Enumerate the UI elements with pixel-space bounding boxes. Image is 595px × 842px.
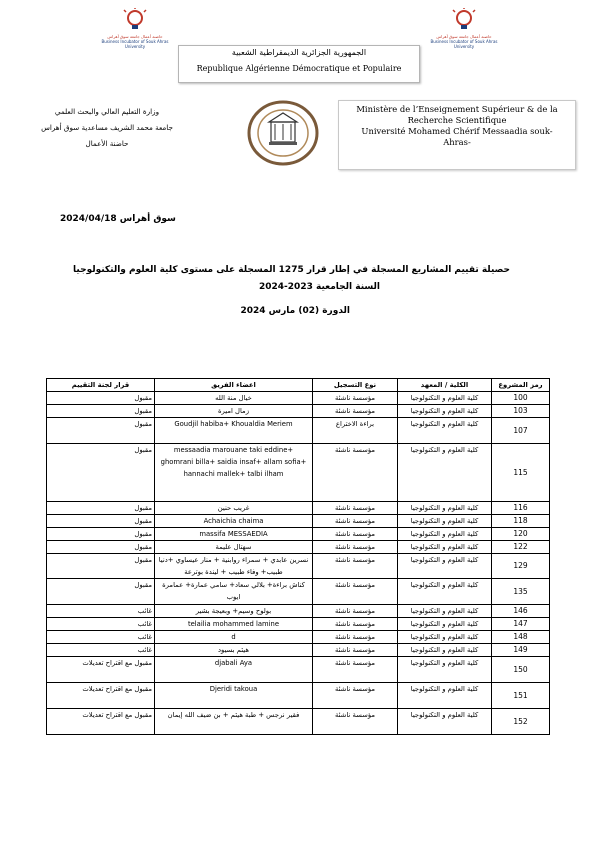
table-row [47,709,550,735]
faculty-cell: كلية العلوم و التكنولوجيا [398,683,492,709]
registration-type-cell: مؤسسة ناشئة [313,605,398,618]
evaluation-table [46,378,550,735]
table-row [47,683,550,709]
table-row [47,554,550,579]
table-row [47,579,550,605]
university-line-fr: Université Mohamed Chérif Messaadia souk- [361,126,553,136]
faculty-cell: كلية العلوم و التكنولوجيا [398,709,492,735]
project-code-cell: 148 [492,631,550,644]
registration-type-cell: مؤسسة ناشئة [313,683,398,709]
decision-cell: مقبول [47,554,155,579]
table-row [47,392,550,405]
faculty-cell: كلية العلوم و التكنولوجيا [398,405,492,418]
registration-type-cell: مؤسسة ناشئة [313,515,398,528]
team-members-cell: غريب حنين [155,502,313,515]
project-code-cell: 115 [492,444,550,502]
project-code-cell: 147 [492,618,550,631]
faculty-cell: كلية العلوم و التكنولوجيا [398,528,492,541]
team-members-cell: هيثم بسيود [155,644,313,657]
team-members-cell: telailia mohammed lamine [155,618,313,631]
team-members-cell: سهتال عليمة [155,541,313,554]
decision-cell: مقبول [47,444,155,502]
republic-title-ar: الجمهورية الجزائرية الديمقراطية الشعبية [231,48,367,57]
document-title [30,262,510,320]
faculty-cell: كلية العلوم و التكنولوجيا [398,631,492,644]
city-line-fr: Ahras- [443,137,471,147]
project-code-cell: 149 [492,644,550,657]
incubator-line-ar: حاضنة الأعمال [85,139,129,148]
republic-header [178,45,420,83]
decision-cell: مقبول [47,515,155,528]
logo-text-en: Business Incubator of Souk Ahras University [430,39,498,49]
column-header-faculty: الكلية / المعهد [398,379,492,392]
faculty-cell: كلية العلوم و التكنولوجيا [398,418,492,444]
university-seal-icon [243,98,323,168]
decision-cell: مقبول مع اقتراح تعديلات [47,709,155,735]
title-line: حصيلة تقييم المشاريع المسجلة في إطار قرار 1275 المسجلة على مستوى كلية العلوم والتكنولوجيا [73,265,510,275]
team-members-cell: نسرين عابدي + سمراء روابنية + منار عيساوي +دنيا طبيب+ وفاء طبيب + ليندة بوترعة [155,554,313,579]
project-code-cell: 116 [492,502,550,515]
registration-type-cell: مؤسسة ناشئة [313,657,398,683]
column-header-code: رمز المشروع [492,379,550,392]
faculty-cell: كلية العلوم و التكنولوجيا [398,392,492,405]
project-code-cell: 122 [492,541,550,554]
table-row [47,541,550,554]
project-code-cell: 100 [492,392,550,405]
faculty-cell: كلية العلوم و التكنولوجيا [398,579,492,605]
lightbulb-icon [123,8,147,34]
table-row [47,502,550,515]
decision-cell: غائب [47,644,155,657]
table-row [47,644,550,657]
registration-type-cell: مؤسسة ناشئة [313,502,398,515]
ministry-block-fr [338,100,576,170]
logo-text-en: Business Incubator of Souk Ahras University [101,39,169,49]
team-members-cell: massifa MESSAEDIA [155,528,313,541]
team-members-cell: Achaichia chaima [155,515,313,528]
column-header-team: اعضاء الفريق [155,379,313,392]
team-members-cell: زمال اميرة [155,405,313,418]
faculty-cell: كلية العلوم و التكنولوجيا [398,657,492,683]
project-code-cell: 135 [492,579,550,605]
team-members-cell: d [155,631,313,644]
registration-type-cell: مؤسسة ناشئة [313,541,398,554]
project-code-cell: 151 [492,683,550,709]
academic-year: السنة الجامعية 2023-2024 [258,282,380,292]
lightbulb-icon [452,8,476,34]
research-line-fr: Recherche Scientifique [407,115,507,125]
document-date: سوق أهراس 2024/04/18 [60,214,176,224]
team-members-cell: djabali Aya [155,657,313,683]
project-code-cell: 103 [492,405,550,418]
registration-type-cell: مؤسسة ناشئة [313,392,398,405]
faculty-cell: كلية العلوم و التكنولوجيا [398,644,492,657]
registration-type-cell: براءة الاختراع [313,418,398,444]
table-row [47,528,550,541]
decision-cell: مقبول [47,502,155,515]
table-row [47,515,550,528]
decision-cell: مقبول [47,418,155,444]
project-code-cell: 150 [492,657,550,683]
table-header-row [47,379,550,392]
registration-type-cell: مؤسسة ناشئة [313,644,398,657]
faculty-cell: كلية العلوم و التكنولوجيا [398,554,492,579]
faculty-cell: كلية العلوم و التكنولوجيا [398,618,492,631]
university-seal [243,98,323,168]
decision-cell: غائب [47,631,155,644]
incubator-logo-right [425,8,503,50]
decision-cell: مقبول مع اقتراح تعديلات [47,683,155,709]
ministry-line-ar: وزارة التعليم العالي والبحث العلمي [54,107,160,116]
faculty-cell: كلية العلوم و التكنولوجيا [398,515,492,528]
team-members-cell: Goudjil habiba+ Khoualdia Meriem [155,418,313,444]
session-line: الدورة (02) مارس 2024 [240,306,350,316]
faculty-cell: كلية العلوم و التكنولوجيا [398,444,492,502]
registration-type-cell: مؤسسة ناشئة [313,528,398,541]
table-row [47,631,550,644]
university-line-ar: جامعة محمد الشريف مساعدية سوق أهراس [41,123,173,132]
ministry-line-fr: Ministère de l’Enseignement Supérieur & de la [356,104,558,114]
decision-cell: مقبول [47,528,155,541]
registration-type-cell: مؤسسة ناشئة [313,709,398,735]
team-members-cell: كناش براءة+ بلالي سعاد+ سامي عمارة+ عمامرة ايوب [155,579,313,605]
project-code-cell: 146 [492,605,550,618]
decision-cell: مقبول [47,392,155,405]
table-row [47,418,550,444]
team-members-cell: فقير نرجس + طبة هيثم + بن ضيف الله إيمان [155,709,313,735]
decision-cell: مقبول [47,541,155,554]
registration-type-cell: مؤسسة ناشئة [313,618,398,631]
project-code-cell: 118 [492,515,550,528]
decision-cell: مقبول [47,579,155,605]
faculty-cell: كلية العلوم و التكنولوجيا [398,605,492,618]
incubator-logo-left [96,8,174,50]
faculty-cell: كلية العلوم و التكنولوجيا [398,541,492,554]
table-row [47,444,550,502]
registration-type-cell: مؤسسة ناشئة [313,405,398,418]
table-row [47,605,550,618]
decision-cell: مقبول مع اقتراح تعديلات [47,657,155,683]
team-members-cell: Djeridi takoua [155,683,313,709]
project-code-cell: 107 [492,418,550,444]
table-row [47,657,550,683]
project-code-cell: 129 [492,554,550,579]
republic-title-fr: Republique Algérienne Démocratique et Populaire [196,64,402,73]
team-members-cell: messaadia marouane taki eddine+ ghomrani billa+ saidia insaf+ allam sofia+ hannachi mallek+ talbi ilham [155,444,313,502]
table-row [47,618,550,631]
project-code-cell: 120 [492,528,550,541]
faculty-cell: كلية العلوم و التكنولوجيا [398,502,492,515]
registration-type-cell: مؤسسة ناشئة [313,631,398,644]
registration-type-cell: مؤسسة ناشئة [313,444,398,502]
column-header-decision: قرار لجنة التقييم [47,379,155,392]
logo-text-ar: حاضنة أعمال جامعة سوق أهراس [436,34,492,39]
team-members-cell: خيال منة الله [155,392,313,405]
registration-type-cell: مؤسسة ناشئة [313,554,398,579]
ministry-block-ar [18,104,196,152]
decision-cell: مقبول [47,405,155,418]
logo-text-ar: حاضنة أعمال جامعة سوق أهراس [107,34,163,39]
decision-cell: غائب [47,605,155,618]
project-code-cell: 152 [492,709,550,735]
decision-cell: غائب [47,618,155,631]
column-header-type: نوع التسجيل [313,379,398,392]
table-row [47,405,550,418]
registration-type-cell: مؤسسة ناشئة [313,579,398,605]
team-members-cell: بولوح وسيم+ وبعيجة بشير [155,605,313,618]
